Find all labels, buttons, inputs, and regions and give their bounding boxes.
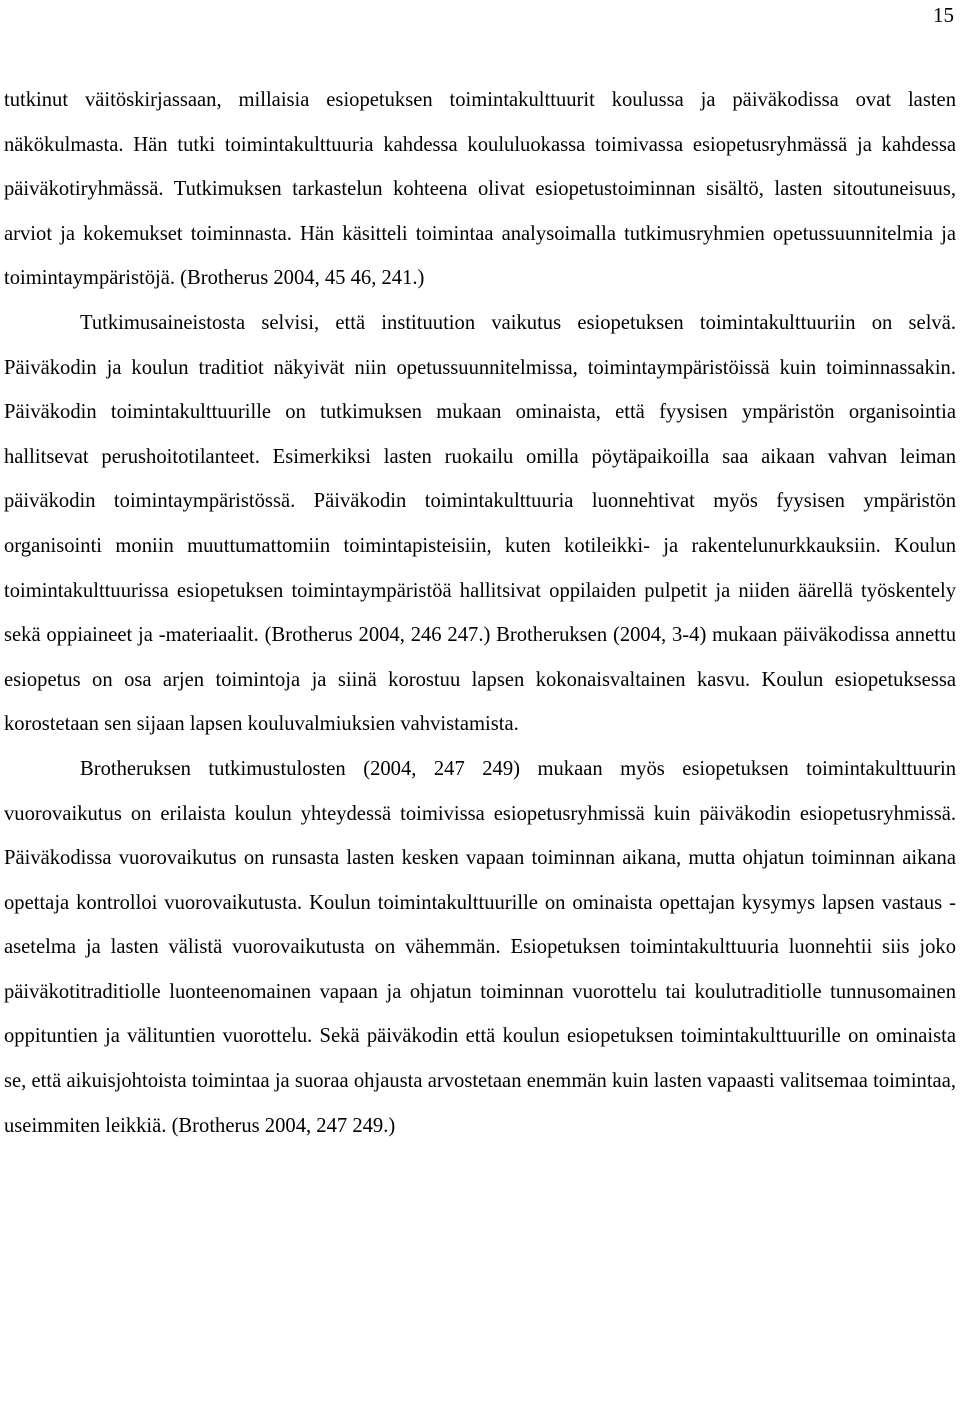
paragraph-1: tutkinut väitöskirjassaan, millaisia esiopetuksen toimintakulttuurit koulussa ja päiväkodissa ovat lasten näkökulmasta. Hän tutki toimintakulttuuria kahdessa koululuokassa toimivassa esiopetusryhmässä ja kahdessa päiväkotiryhmässä. Tutkimuksen tarkastelun kohteena olivat esiopetustoiminnan sisältö, lasten sitoutuneisuus, arviot ja kokemukset toiminnasta. Hän käsitteli toimintaa analysoimalla tutkimusryhmien opetussuunnitelmia ja toimintaympäristöjä. (Brotherus 2004, 45 46, 241.)	[4, 89, 956, 290]
document-body	[4, 78, 956, 1148]
paragraph-3: Brotheruksen tutkimustulosten (2004, 247 249) mukaan myös esiopetuksen toimintakulttuurin vuorovaikutus on erilaista koulun yhteydessä toimivissa esiopetusryhmissä kuin päiväkodin esiopetusryhmissä. Päiväkodissa vuorovaikutus on runsasta lasten kesken vapaan toiminnan aikana, mutta ohjatun toiminnan aikana opettaja kontrolloi vuorovaikutusta. Koulun toimintakulttuurille on ominaista opettajan kysymys lapsen vastaus -asetelma ja lasten välistä vuorovaikutusta on vähemmän. Esiopetuksen toimintakulttuuria luonnehtii siis joko päiväkotitraditiolle luonteenomainen vapaan ja ohjatun toiminnan vuorottelu tai koulutraditiolle tunnusomainen oppituntien ja välituntien vuorottelu. Sekä päiväkodin että koulun esiopetuksen toimintakulttuurille on ominaista se, että aikuisjohtoista toimintaa ja suoraa ohjausta arvostetaan enemmän kuin lasten vapaasti valitsemaa toimintaa, useimmiten leikkiä. (Brotherus 2004, 247 249.)	[4, 757, 956, 1137]
page-number: 15	[933, 3, 954, 27]
paragraph-2: Tutkimusaineistosta selvisi, että instituution vaikutus esiopetuksen toimintakulttuuriin on selvä. Päiväkodin ja koulun traditiot näkyivät niin opetussuunnitelmissa, toimintaympäristöissä kuin toiminnassakin. Päiväkodin toimintakulttuurille on tutkimuksen mukaan ominaista, että fyysisen ympäristön organisointia hallitsevat perushoitotilanteet. Esimerkiksi lasten ruokailu omilla pöytäpaikoilla saa aikaan vahvan leiman päiväkodin toimintaympäristössä. Päiväkodin toimintakulttuuria luonnehtivat myös fyysisen ympäristön organisointi moniin muuttumattomiin toimintapisteisiin, kuten kotileikki- ja rakentelunurkkauksiin. Koulun toimintakulttuurissa esiopetuksen toimintaympäristöä hallitsivat oppilaiden pulpetit ja niiden äärellä työskentely sekä oppiaineet ja -materiaalit. (Brotherus 2004, 246 247.) Brotheruksen (2004, 3-4) mukaan päiväkodissa annettu esiopetus on osa arjen toimintoja ja siinä korostuu lapsen kokonaisvaltainen kasvu. Koulun esiopetuksessa korostetaan sen sijaan lapsen kouluvalmiuksien vahvistamista.	[4, 311, 956, 736]
